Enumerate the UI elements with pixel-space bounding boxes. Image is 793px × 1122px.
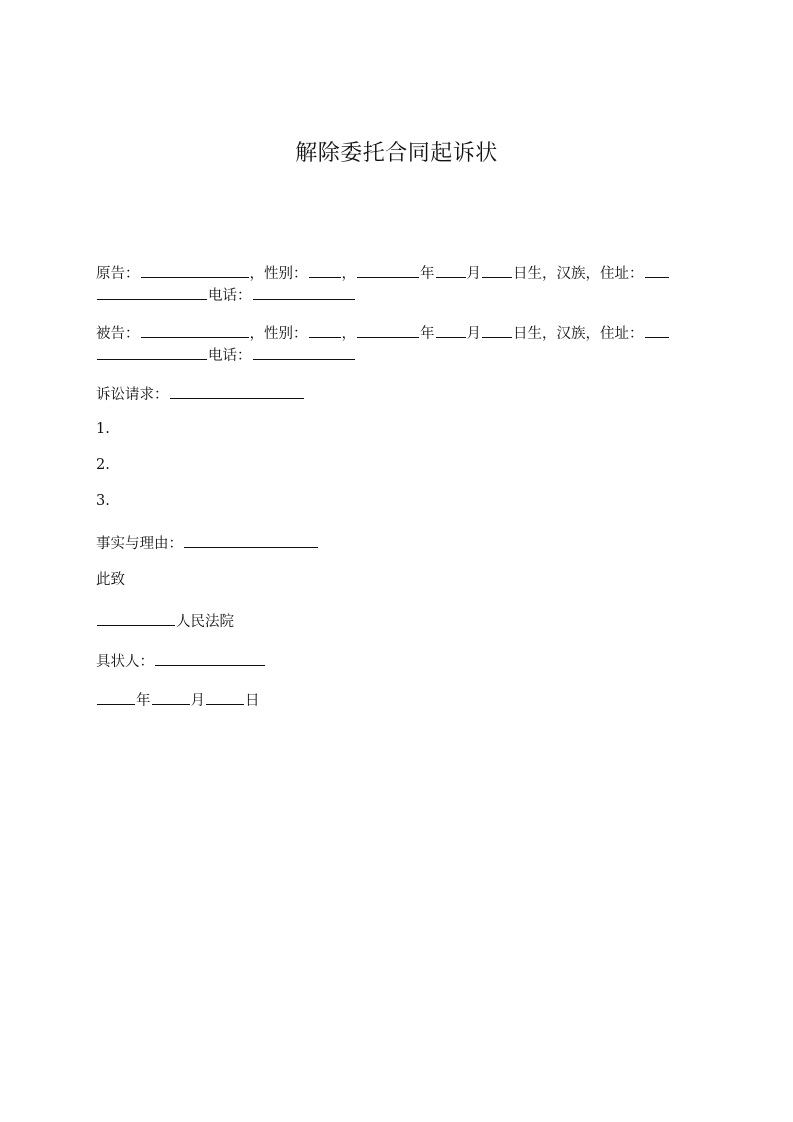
claim-item: 3.	[96, 493, 110, 509]
claim-item: 1.	[96, 421, 110, 437]
defendant-phone-blank	[253, 344, 355, 360]
defendant-comma: ，	[341, 326, 356, 342]
plaintiff-gender-label: ，性别：	[249, 266, 308, 282]
date-year-blank	[97, 689, 135, 705]
court-name-blank	[97, 610, 175, 626]
plaintiff-year-blank	[357, 262, 419, 278]
date-day-blank	[206, 689, 244, 705]
facts-label: 事实与理由：	[96, 536, 183, 552]
plaintiff-name-blank	[141, 262, 249, 278]
defendant-month-label: 月	[466, 326, 481, 342]
facts-blank	[184, 532, 318, 548]
signer-label: 具状人：	[96, 654, 154, 670]
defendant-month-blank	[436, 322, 466, 338]
date-month-label: 月	[190, 693, 205, 709]
defendant-gender-label: ，性别：	[249, 326, 308, 342]
plaintiff-phone-label: 电话：	[208, 288, 252, 304]
facts-line	[96, 532, 319, 552]
defendant-address-blank-2	[97, 344, 207, 360]
defendant-address-blank	[645, 322, 669, 338]
plaintiff-address-blank	[645, 262, 669, 278]
date-day-label: 日	[245, 693, 260, 709]
plaintiff-day-blank	[482, 262, 512, 278]
court-suffix: 人民法院	[176, 614, 234, 630]
plaintiff-month-label: 月	[466, 266, 481, 282]
claims-line	[96, 383, 305, 403]
defendant-birth-address-label: 日生，汉族，住址：	[513, 326, 644, 342]
defendant-year-blank	[357, 322, 419, 338]
plaintiff-month-blank	[436, 262, 466, 278]
plaintiff-year-label: 年	[420, 266, 435, 282]
defendant-name-blank	[141, 322, 249, 338]
defendant-phone-label: 电话：	[208, 348, 252, 364]
plaintiff-phone-blank	[253, 284, 355, 300]
defendant-label: 被告：	[96, 326, 140, 342]
claims-label: 诉讼请求：	[96, 387, 169, 403]
plaintiff-birth-address-label: 日生，汉族，住址：	[513, 266, 644, 282]
defendant-line-2	[96, 344, 356, 364]
date-line	[96, 689, 260, 709]
salutation: 此致	[96, 572, 125, 588]
plaintiff-comma: ，	[341, 266, 356, 282]
defendant-gender-blank	[309, 322, 341, 338]
plaintiff-gender-blank	[309, 262, 341, 278]
defendant-year-label: 年	[420, 326, 435, 342]
date-month-blank	[152, 689, 190, 705]
court-line	[96, 610, 234, 630]
plaintiff-line-1	[96, 262, 670, 282]
defendant-line-1	[96, 322, 670, 342]
document-title: 解除委托合同起诉状	[295, 141, 498, 166]
signer-blank	[155, 650, 265, 666]
plaintiff-address-blank-2	[97, 284, 207, 300]
plaintiff-line-2	[96, 284, 356, 304]
defendant-day-blank	[482, 322, 512, 338]
claims-blank	[170, 383, 304, 399]
date-year-label: 年	[136, 693, 151, 709]
plaintiff-label: 原告：	[96, 266, 140, 282]
claim-item: 2.	[96, 457, 110, 473]
signer-line	[96, 650, 266, 670]
